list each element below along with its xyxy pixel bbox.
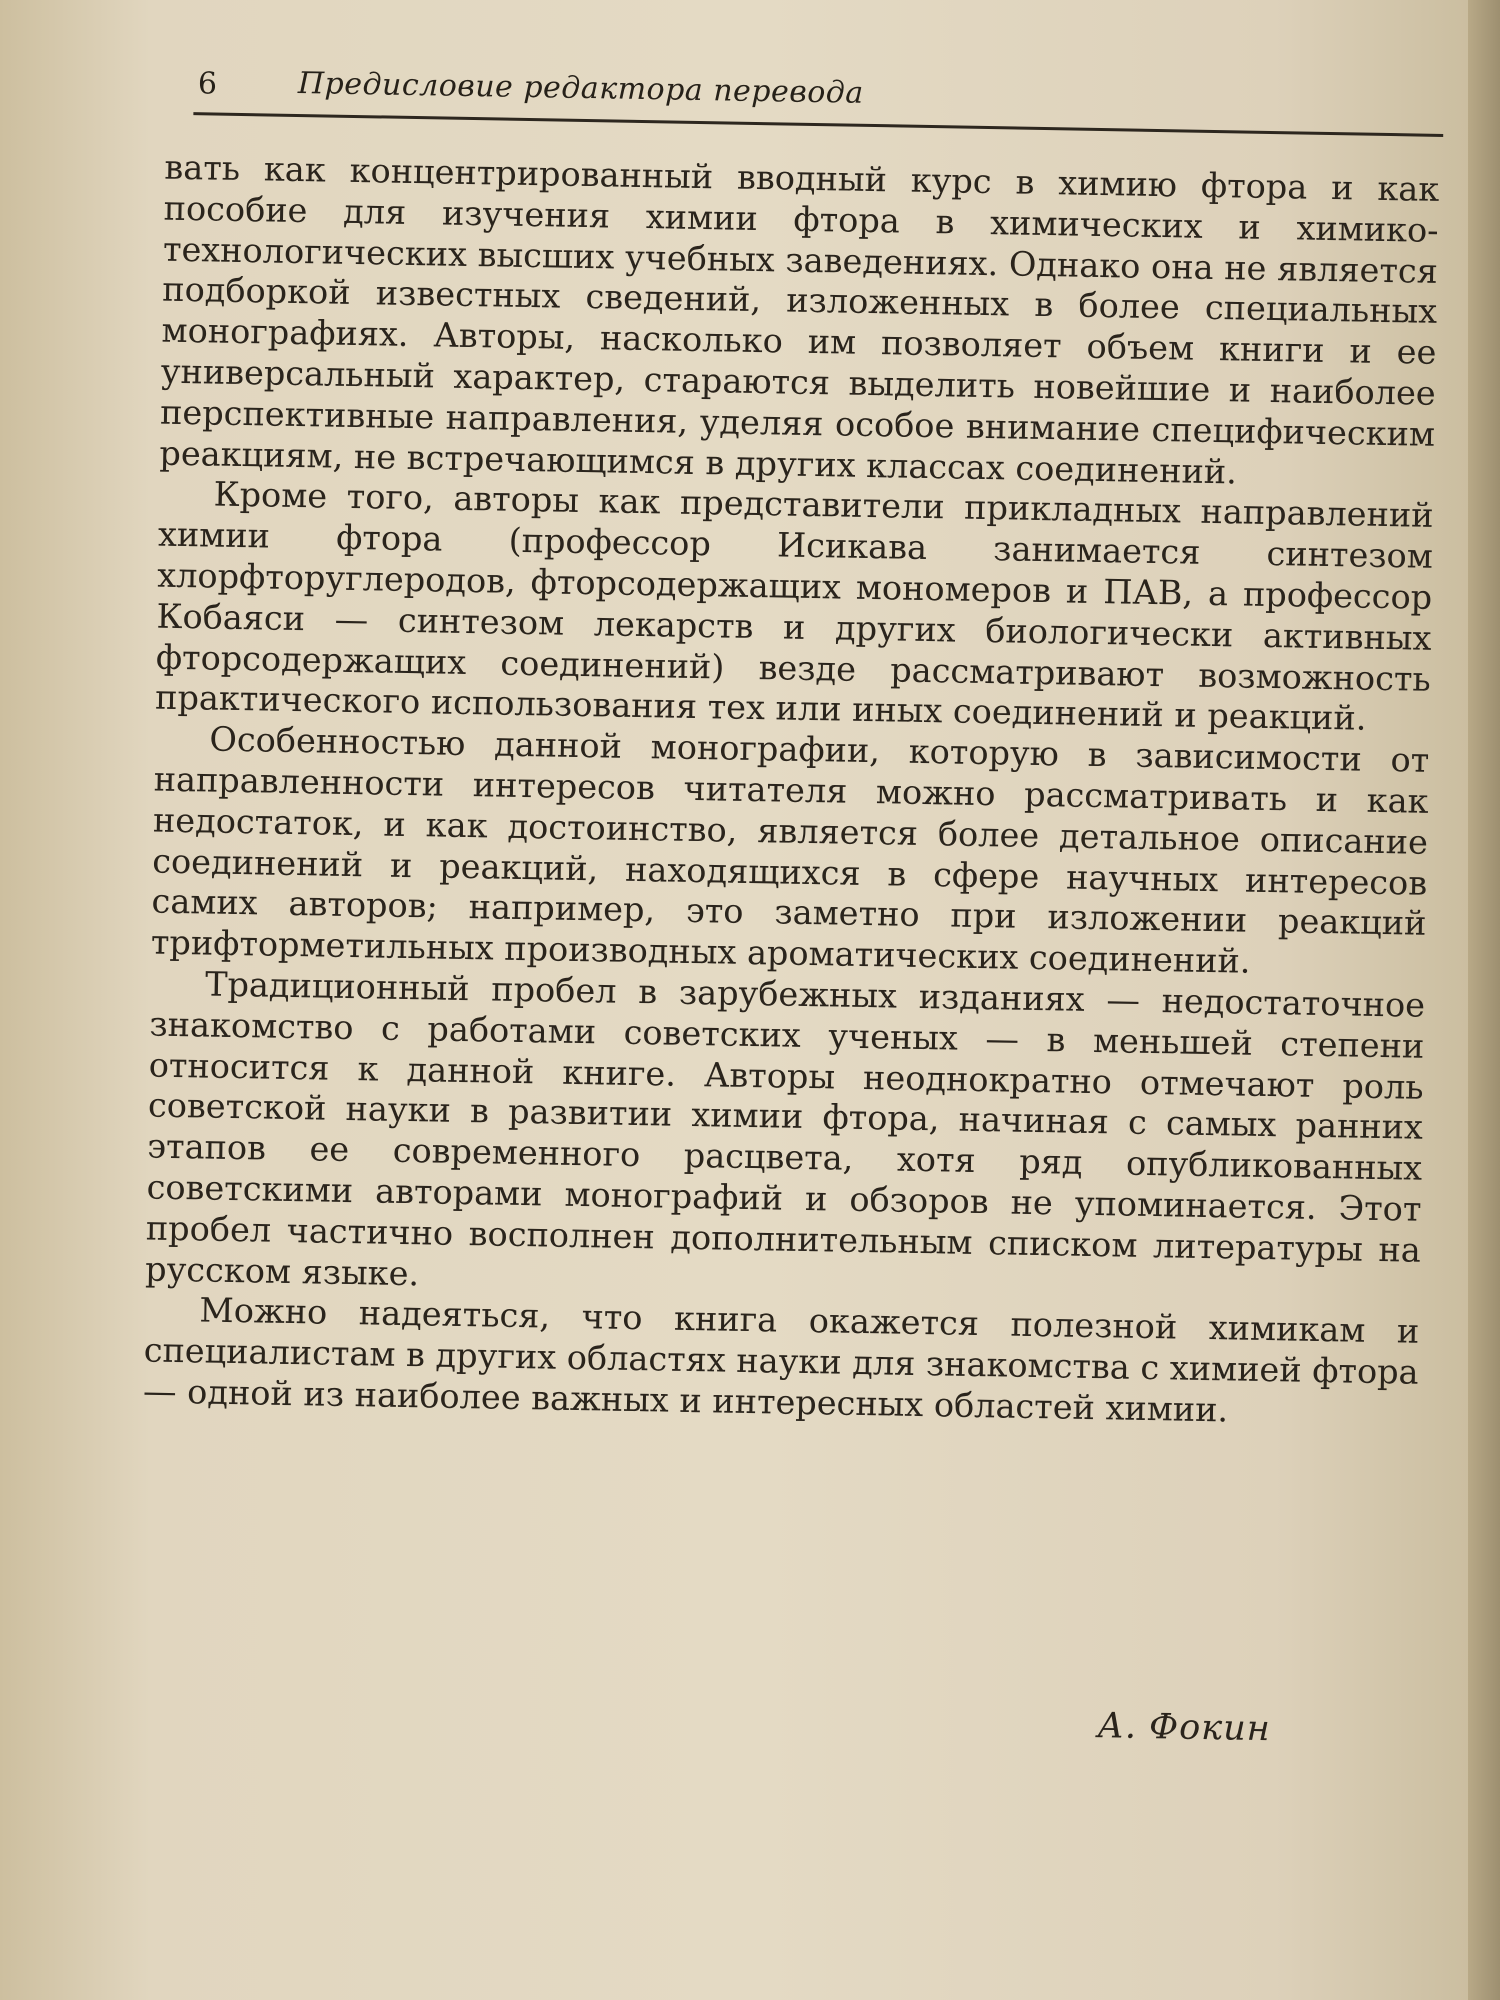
running-header-title: Предисловие редактора перевода [297,65,865,111]
running-header [193,56,1464,138]
header-rule [193,112,1443,137]
body-text [143,148,1440,1435]
paragraph-3: Особенностью данной монографии, которую в зависимости от направленности интересов читателя можно рассматривать и как недостаток, и как достоинство, является более детальное описание соединений и реакций, находящихся в сфере научных интересов самих авторов; например, это заметно при изложении реакций трифторметильных производных ароматических соединений. [150,719,1430,981]
page-edge [1468,0,1500,2000]
author-signature: А. Фокин [1097,1706,1272,1750]
paragraph-2: Кроме того, авторы как представители прикладных направлений химии фтора (профессор Исикава занимается синтезом хлорфторуглеродов, фторсодержащих мономеров и ПАВ, а профессор Кобаяси — синтезом лекарств и других биологически активных фторсодержащих соединений) везде рассматривают возможность практического использования тех или иных соединений и реакций. [154,474,1434,739]
paragraph-5: Можно надеяться, что книга окажется полезной химикам и специалистам в других областях науки для знакомства с химией фтора — одной из наиболее важных и интересных областей химии. [142,1290,1420,1430]
page-number: 6 [197,66,218,102]
paragraph-4: Традиционный пробел в зарубежных изданиях — недостаточное знакомство с работами советских ученых — в меньшей степени относится к данной книге. Авторы неоднократно отмечают роль советской науки в развитии химии фтора, начиная с самых ранних этапов ее современного расцвета, хотя ряд опубликованных советскими авторами монографий и обзоров не упоминается. Этот пробел частично восполнен дополнительным списком литературы на русском языке. [144,964,1426,1293]
paragraph-1: вать как концентрированный вводный курс в химию фтора и как пособие для изучения химии фтора в химических и химико-технологических высших учебных заведениях. Однако она не является подборкой известных сведений, изложенных в более специальных монографиях. Авторы, насколько им позволяет объем книги и ее универсальный характер, стараются выделить новейшие и наиболее перспективные направления, уделяя особое внимание специфическим реакциям, не встречающимся в других классах соединений. [159,147,1440,491]
